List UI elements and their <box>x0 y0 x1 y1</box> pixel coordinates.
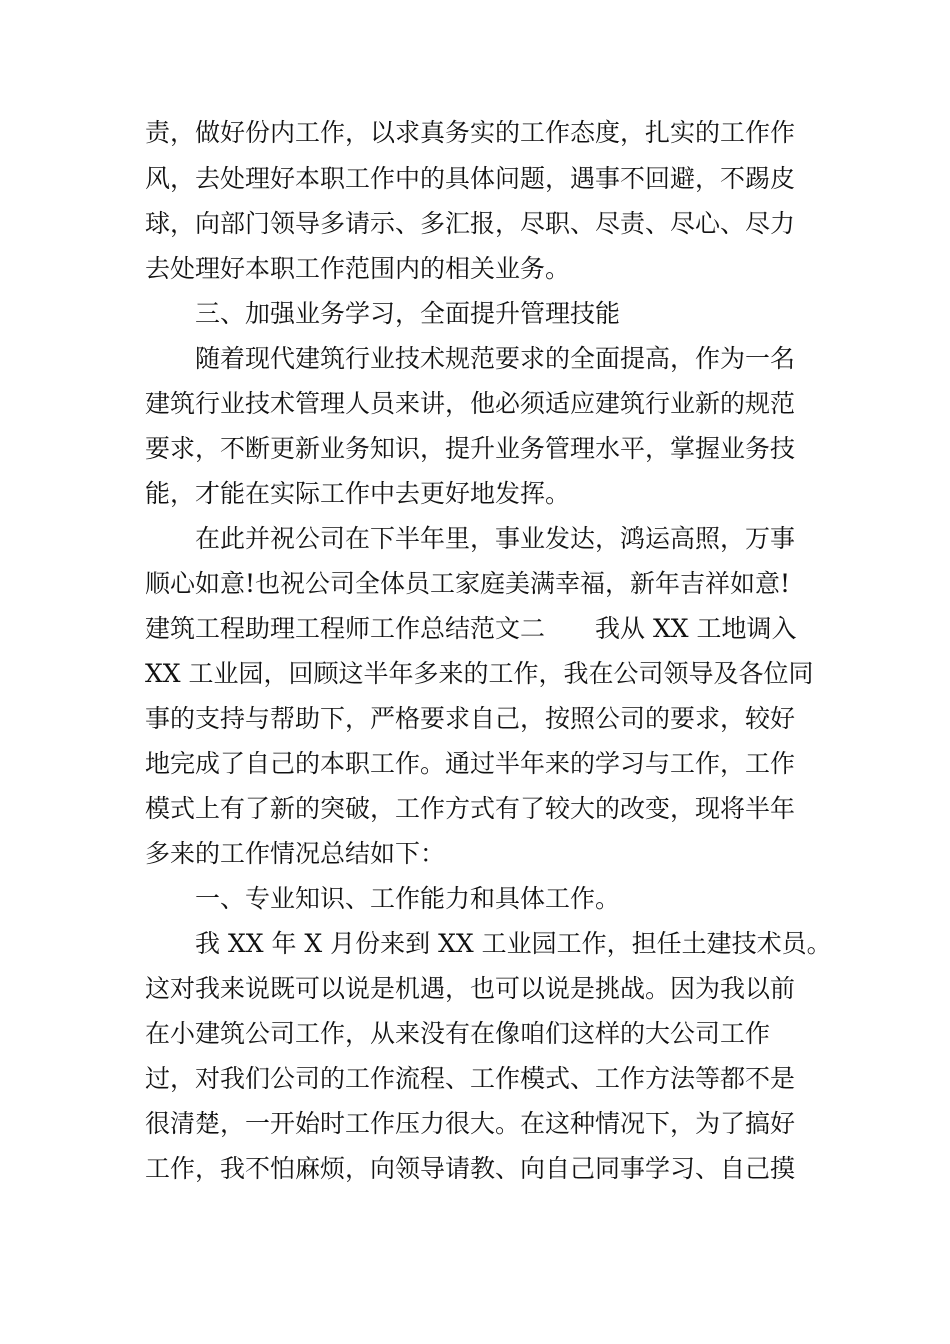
text-line: 球，向部门领导多请示、多汇报，尽职、尽责、尽心、尽力 <box>145 209 796 238</box>
text-line: 我 XX 年 X 月份来到 XX 工业园工作，担任土建技术员。 <box>145 929 832 958</box>
section-heading: 一、专业知识、工作能力和具体工作。 <box>145 884 621 913</box>
text-line: 在此并祝公司在下半年里，事业发达，鸿运高照，万事 <box>145 524 796 553</box>
text-line: 责，做好份内工作，以求真务实的工作态度，扎实的工作作 <box>145 118 796 147</box>
text-line: 这对我来说既可以说是机遇，也可以说是挑战。因为我以前 <box>145 974 796 1003</box>
text-line: 建筑工程助理工程师工作总结范文二 我从 XX 工地调入 <box>145 614 797 643</box>
text-line: 去处理好本职工作范围内的相关业务。 <box>145 254 571 283</box>
text-line: 多来的工作情况总结如下： <box>145 839 446 868</box>
section-heading: 三、加强业务学习，全面提升管理技能 <box>145 299 621 328</box>
text-line: 过，对我们公司的工作流程、工作模式、工作方法等都不是 <box>145 1064 796 1093</box>
text-line: 很清楚，一开始时工作压力很大。在这种情况下，为了搞好 <box>145 1109 796 1138</box>
text-line: 建筑行业技术管理人员来讲，他必须适应建筑行业新的规范 <box>145 389 796 418</box>
text-line: 在小建筑公司工作，从来没有在像咱们这样的大公司工作 <box>145 1019 771 1048</box>
text-line: 地完成了自己的本职工作。通过半年来的学习与工作，工作 <box>145 749 796 778</box>
text-line: 模式上有了新的突破，工作方式有了较大的改变，现将半年 <box>145 794 796 823</box>
text-line: 工作，我不怕麻烦，向领导请教、向自己同事学习、自己摸 <box>145 1154 796 1183</box>
text-line: 风，去处理好本职工作中的具体问题，遇事不回避，不踢皮 <box>145 164 796 193</box>
text-line: 事的支持与帮助下，严格要求自己，按照公司的要求，较好 <box>145 704 796 733</box>
text-line: 能，才能在实际工作中去更好地发挥。 <box>145 479 571 508</box>
text-line: 要求，不断更新业务知识，提升业务管理水平，掌握业务技 <box>145 434 796 463</box>
text-line: XX 工业园，回顾这半年多来的工作，我在公司领导及各位同 <box>145 659 814 688</box>
text-line: 顺心如意!也祝公司全体员工家庭美满幸福，新年吉祥如意! <box>145 569 791 598</box>
text-line: 随着现代建筑行业技术规范要求的全面提高，作为一名 <box>145 344 796 373</box>
